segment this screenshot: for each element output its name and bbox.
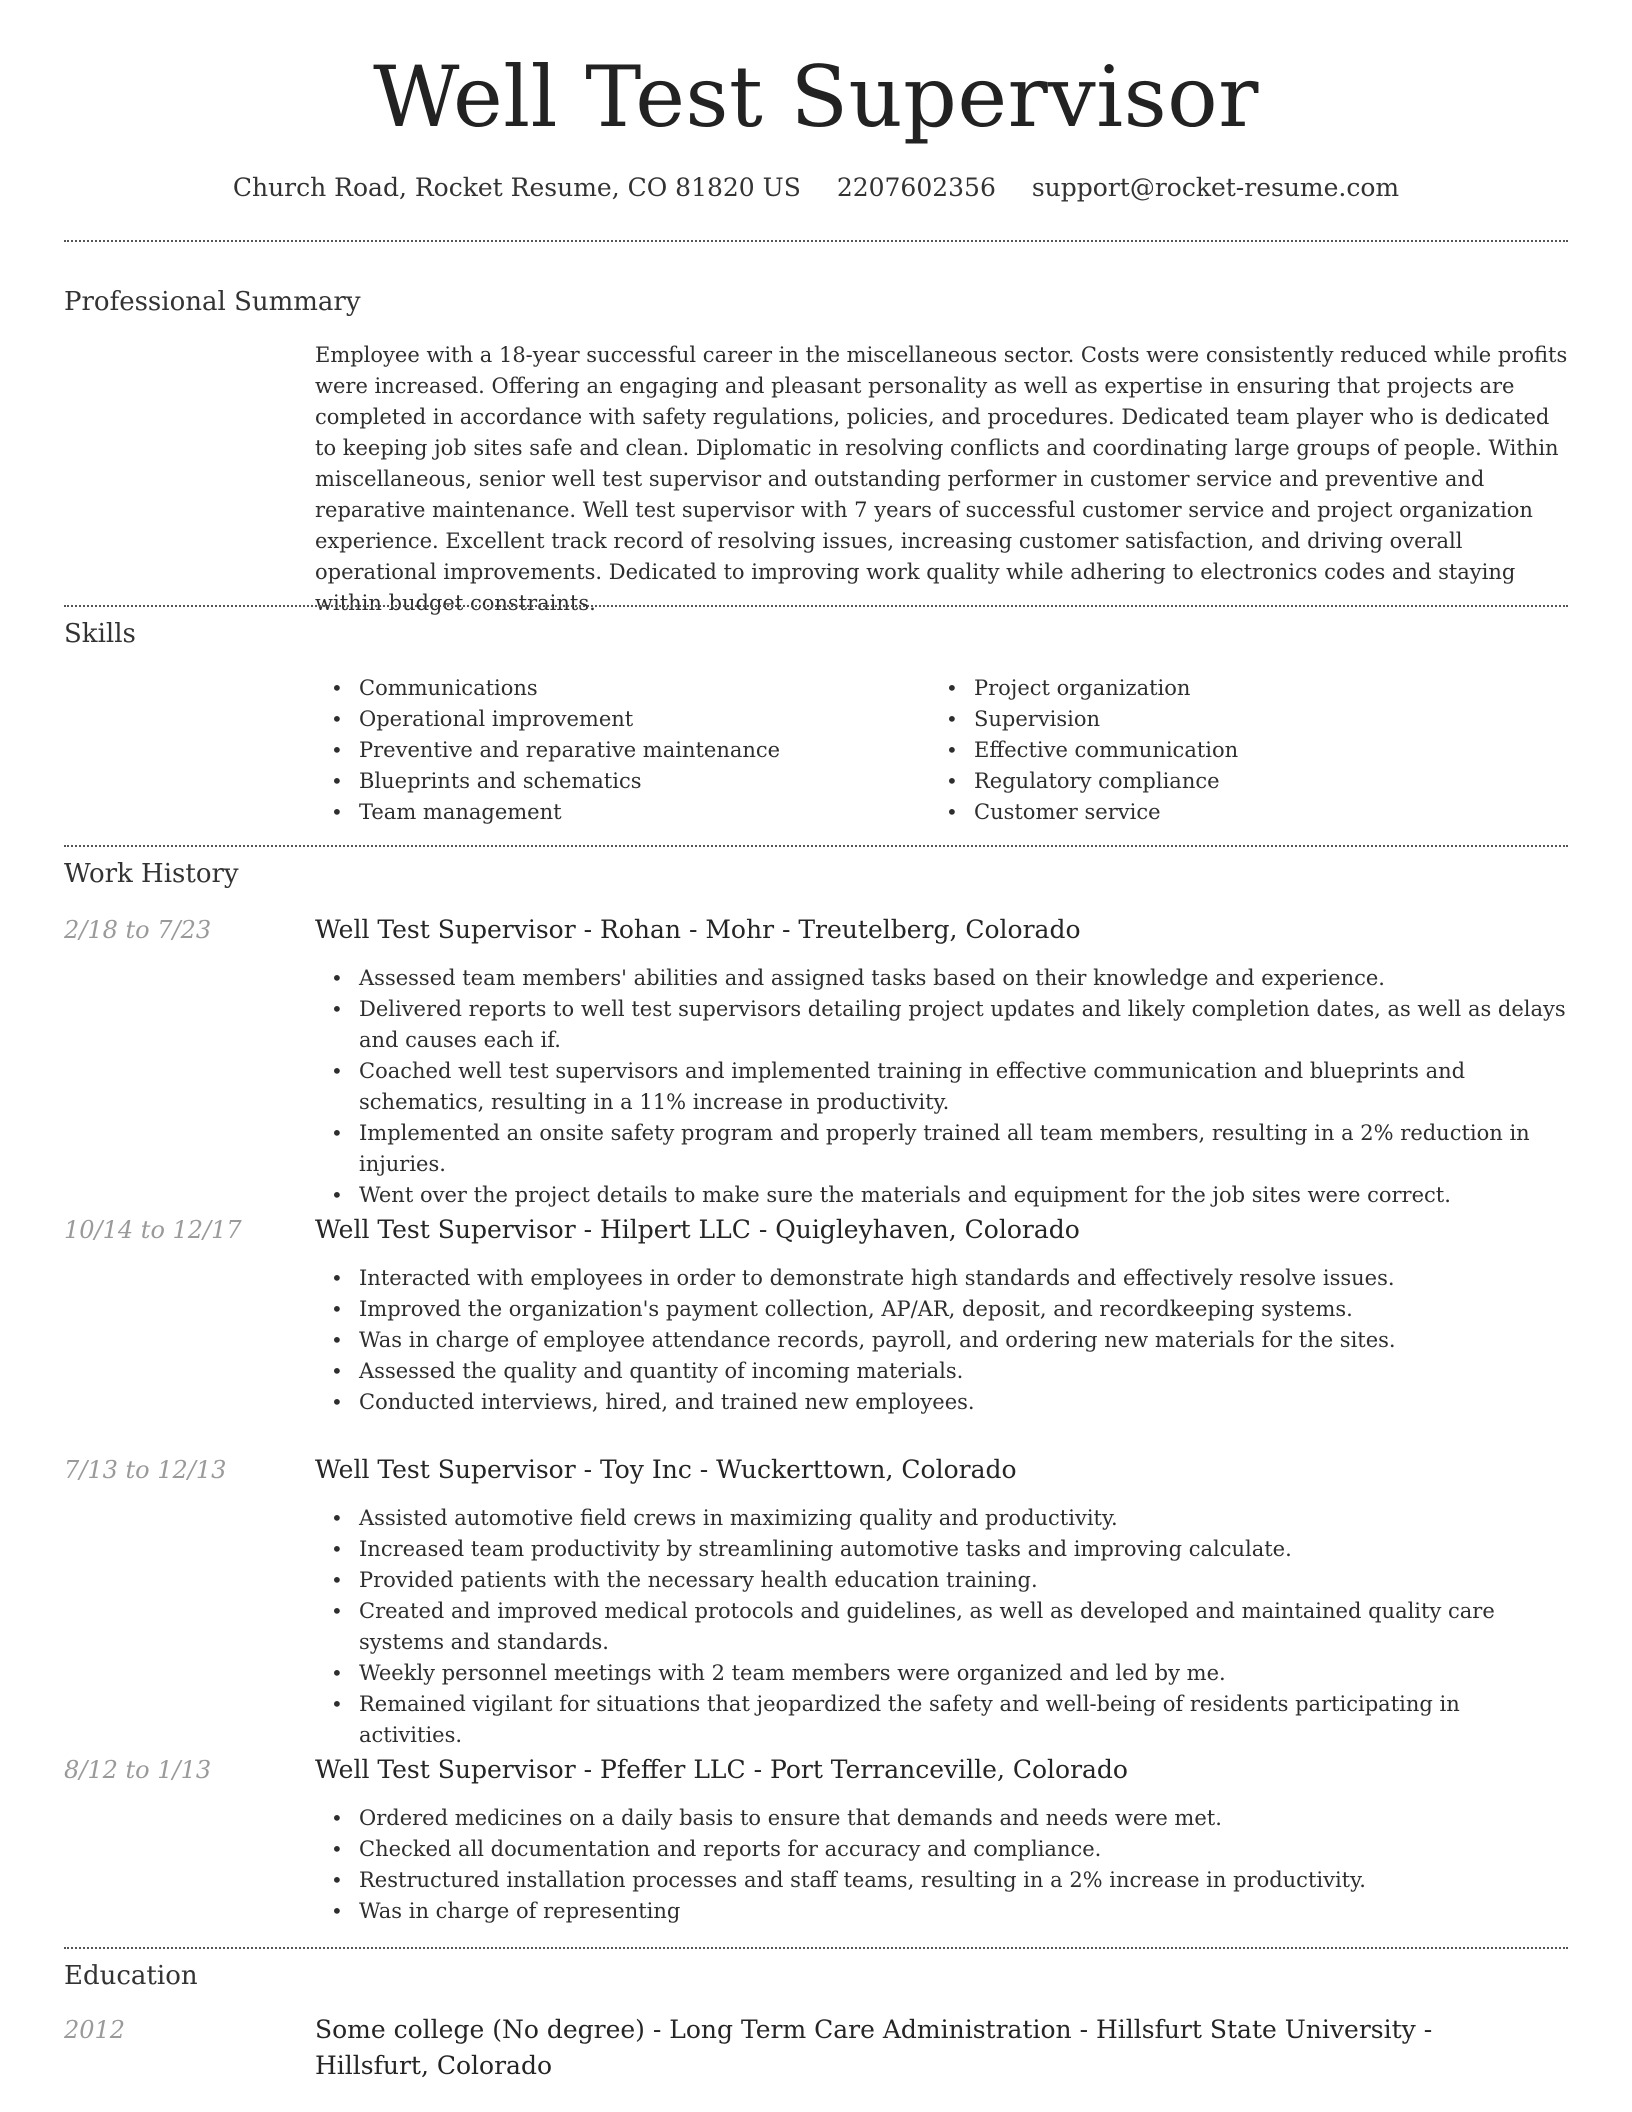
skill-item: • Supervision xyxy=(930,704,1490,735)
job-bullet: • Assessed the quality and quantity of incoming materials. xyxy=(315,1356,1568,1387)
skill-item: • Communications xyxy=(315,673,875,704)
skill-item: • Customer service xyxy=(930,797,1490,828)
section-title-work: Work History xyxy=(64,859,239,889)
job-bullet: • Coached well test supervisors and implemented training in effective communication and blueprints and schematics, resulting in a 11% increase in productivity. xyxy=(315,1056,1568,1118)
skills-list-left xyxy=(315,673,875,828)
skill-item: • Effective communication xyxy=(930,735,1490,766)
summary-text: Employee with a 18-year successful career in the miscellaneous sector. Costs were consistently reduced while profits were increased. Offering an engaging and pleasant personality as well as expertise in ensuring that projects are completed in accordance with safety regulations, policies, and procedures. Dedicated team player who is dedicated to keeping job sites safe and clean. Diplomatic in resolving conflicts and coordinating large groups of people. Within miscellaneous, senior well test supervisor and outstanding performer in customer service and preventive and reparative maintenance. Well test supervisor with 7 years of successful customer service and project organization experience. Excellent track record of resolving issues, increasing customer satisfaction, and driving overall operational improvements. Dedicated to improving work quality while adhering to electronics codes and staying within budget constraints. xyxy=(315,343,1568,615)
job-bullets xyxy=(315,1803,1568,1927)
job-date: 7/13 to 12/13 xyxy=(64,1456,227,1484)
job-bullet: • Increased team productivity by streamlining automotive tasks and improving calculate. xyxy=(315,1534,1568,1565)
job-bullets xyxy=(315,1263,1568,1418)
job-bullet: • Remained vigilant for situations that jeopardized the safety and well-being of residents participating in activities. xyxy=(315,1689,1568,1751)
job-bullet: • Was in charge of representing xyxy=(315,1896,1568,1927)
section-title-summary: Professional Summary xyxy=(64,287,361,317)
job-bullets xyxy=(315,1503,1568,1751)
skill-item: • Regulatory compliance xyxy=(930,766,1490,797)
skill-item: • Project organization xyxy=(930,673,1490,704)
job-title: Well Test Supervisor - Toy Inc - Wuckerttown, Colorado xyxy=(315,1455,1017,1484)
skills-list-right xyxy=(930,673,1490,828)
contact-email: support@rocket-resume.com xyxy=(1031,173,1400,202)
education-date: 2012 xyxy=(64,2016,126,2044)
job-bullet: • Checked all documentation and reports for accuracy and compliance. xyxy=(315,1834,1568,1865)
job-title: Well Test Supervisor - Pfeffer LLC - Port Terranceville, Colorado xyxy=(315,1755,1128,1784)
education-entry: Some college (No degree) - Long Term Care Administration - Hillsfurt State University - Hillsfurt, Colorado xyxy=(315,2015,1433,2080)
skill-item: • Operational improvement xyxy=(315,704,875,735)
job-bullet: • Implemented an onsite safety program and properly trained all team members, resulting in a 2% reduction in injuries. xyxy=(315,1118,1568,1180)
divider xyxy=(64,240,1568,242)
divider xyxy=(64,1947,1568,1949)
divider xyxy=(64,845,1568,847)
divider xyxy=(64,605,1568,607)
job-bullet: • Was in charge of employee attendance records, payroll, and ordering new materials for the sites. xyxy=(315,1325,1568,1356)
contact-line xyxy=(0,170,1632,206)
job-title: Well Test Supervisor - Rohan - Mohr - Treutelberg, Colorado xyxy=(315,915,1081,944)
job-bullet: • Went over the project details to make sure the materials and equipment for the job sites were correct. xyxy=(315,1180,1568,1211)
contact-phone: 2207602356 xyxy=(836,173,996,202)
job-bullet: • Assessed team members' abilities and assigned tasks based on their knowledge and experience. xyxy=(315,963,1568,994)
skill-item: • Team management xyxy=(315,797,875,828)
job-bullet: • Restructured installation processes and staff teams, resulting in a 2% increase in productivity. xyxy=(315,1865,1568,1896)
job-bullet: • Created and improved medical protocols and guidelines, as well as developed and maintained quality care systems and standards. xyxy=(315,1596,1568,1658)
job-bullet: • Conducted interviews, hired, and trained new employees. xyxy=(315,1387,1568,1418)
skill-item: • Preventive and reparative maintenance xyxy=(315,735,875,766)
section-title-education: Education xyxy=(64,1961,198,1991)
job-bullets xyxy=(315,963,1568,1211)
job-date: 2/18 to 7/23 xyxy=(64,916,212,944)
job-bullet: • Ordered medicines on a daily basis to ensure that demands and needs were met. xyxy=(315,1803,1568,1834)
job-date: 10/14 to 12/17 xyxy=(64,1216,242,1244)
section-title-skills: Skills xyxy=(64,619,136,649)
job-bullet: • Weekly personnel meetings with 2 team members were organized and led by me. xyxy=(315,1658,1568,1689)
job-bullet: • Assisted automotive field crews in maximizing quality and productivity. xyxy=(315,1503,1568,1534)
job-bullet: • Provided patients with the necessary health education training. xyxy=(315,1565,1568,1596)
job-title: Well Test Supervisor - Hilpert LLC - Quigleyhaven, Colorado xyxy=(315,1215,1080,1244)
contact-address: Church Road, Rocket Resume, CO 81820 US xyxy=(232,173,801,202)
job-bullet: • Improved the organization's payment collection, AP/AR, deposit, and recordkeeping systems. xyxy=(315,1294,1568,1325)
job-bullet: • Interacted with employees in order to demonstrate high standards and effectively resolve issues. xyxy=(315,1263,1568,1294)
job-bullet: • Delivered reports to well test supervisors detailing project updates and likely completion dates, as well as delays and causes each if. xyxy=(315,994,1568,1056)
resume-name: Well Test Supervisor xyxy=(373,48,1259,146)
skill-item: • Blueprints and schematics xyxy=(315,766,875,797)
job-date: 8/12 to 1/13 xyxy=(64,1756,212,1784)
